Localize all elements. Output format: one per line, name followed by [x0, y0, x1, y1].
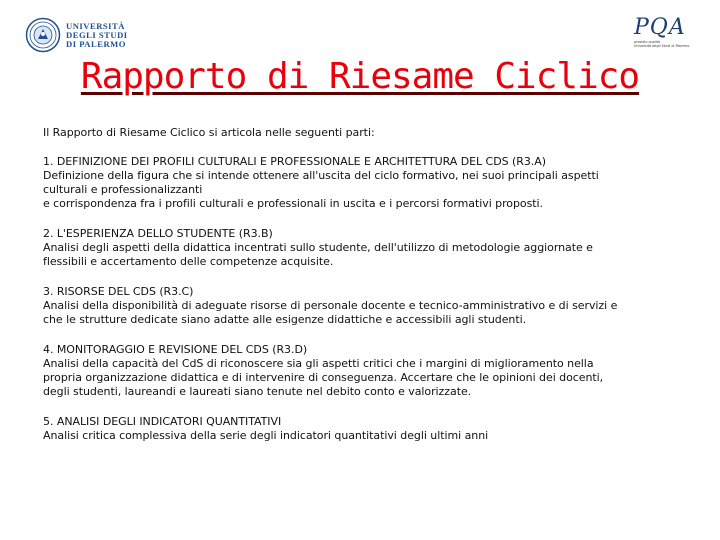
page-title: Rapporto di Riesame Ciclico: [80, 56, 640, 97]
section-body: e corrispondenza fra i profili culturali e professionali in uscita e i percorsi formativi proposti.: [43, 197, 543, 210]
section-heading: 1. DEFINIZIONE DEI PROFILI CULTURALI E PROFESSIONALE E ARCHITETTURA DEL CDS (R3.A): [43, 155, 546, 168]
section-4: [43, 343, 633, 399]
section-heading: 3. RISORSE DEL CDS (R3.C): [43, 285, 194, 298]
university-seal-icon: [25, 17, 61, 53]
section-body: Analisi della disponibilità di adeguate risorse di personale docente e tecnico-amministrativo e di servizi e che le strutture dedicate siano adatte alle esigenze didattiche e accessibili agli studenti.: [43, 299, 618, 326]
intro-text: Il Rapporto di Riesame Ciclico si articola nelle seguenti parti:: [43, 126, 375, 139]
pqa-logo-subtitle-2: Università degli Studi di Palermo: [634, 44, 690, 48]
university-logo: [25, 17, 128, 53]
section-5: [43, 415, 633, 443]
university-name: [66, 22, 128, 49]
section-heading: 4. MONITORAGGIO E REVISIONE DEL CDS (R3.D): [43, 343, 308, 356]
section-2: [43, 227, 633, 269]
section-body: Analisi degli aspetti della didattica incentrati sullo studente, dell'utilizzo di metodologie aggiornate e flessibili e accertamento delle competenze acquisite.: [43, 241, 593, 268]
pqa-logo-subtitle: presidio qualità: [634, 40, 661, 44]
university-name-line: DEGLI STUDI: [66, 29, 128, 40]
section-1: [43, 155, 633, 211]
pqa-logo: [634, 16, 706, 48]
pqa-logo-mark: PQA: [634, 15, 686, 40]
section-3: [43, 285, 633, 327]
university-name-line: DI PALERMO: [66, 38, 126, 49]
section-body: Analisi della capacità del CdS di riconoscere sia gli aspetti critici che i margini di miglioramento nella propria organizzazione didattica e di intervenire di conseguenza. Accertare che le opinioni dei docenti, degli studenti, laureandi e laureati siano tenute nel debito conto e valorizzate.: [43, 357, 604, 398]
section-heading: 2. L'ESPERIENZA DELLO STUDENTE (R3.B): [43, 227, 273, 240]
document-body: [43, 126, 633, 459]
section-body: Definizione della figura che si intende ottenere all'uscita del ciclo formativo, nei suoi principali aspetti culturali e professionalizzanti: [43, 169, 599, 196]
section-heading: 5. ANALISI DEGLI INDICATORI QUANTITATIVI: [43, 415, 282, 428]
university-name-line: UNIVERSITÀ: [66, 20, 125, 31]
section-body: Analisi critica complessiva della serie degli indicatori quantitativi degli ultimi anni: [43, 429, 489, 442]
